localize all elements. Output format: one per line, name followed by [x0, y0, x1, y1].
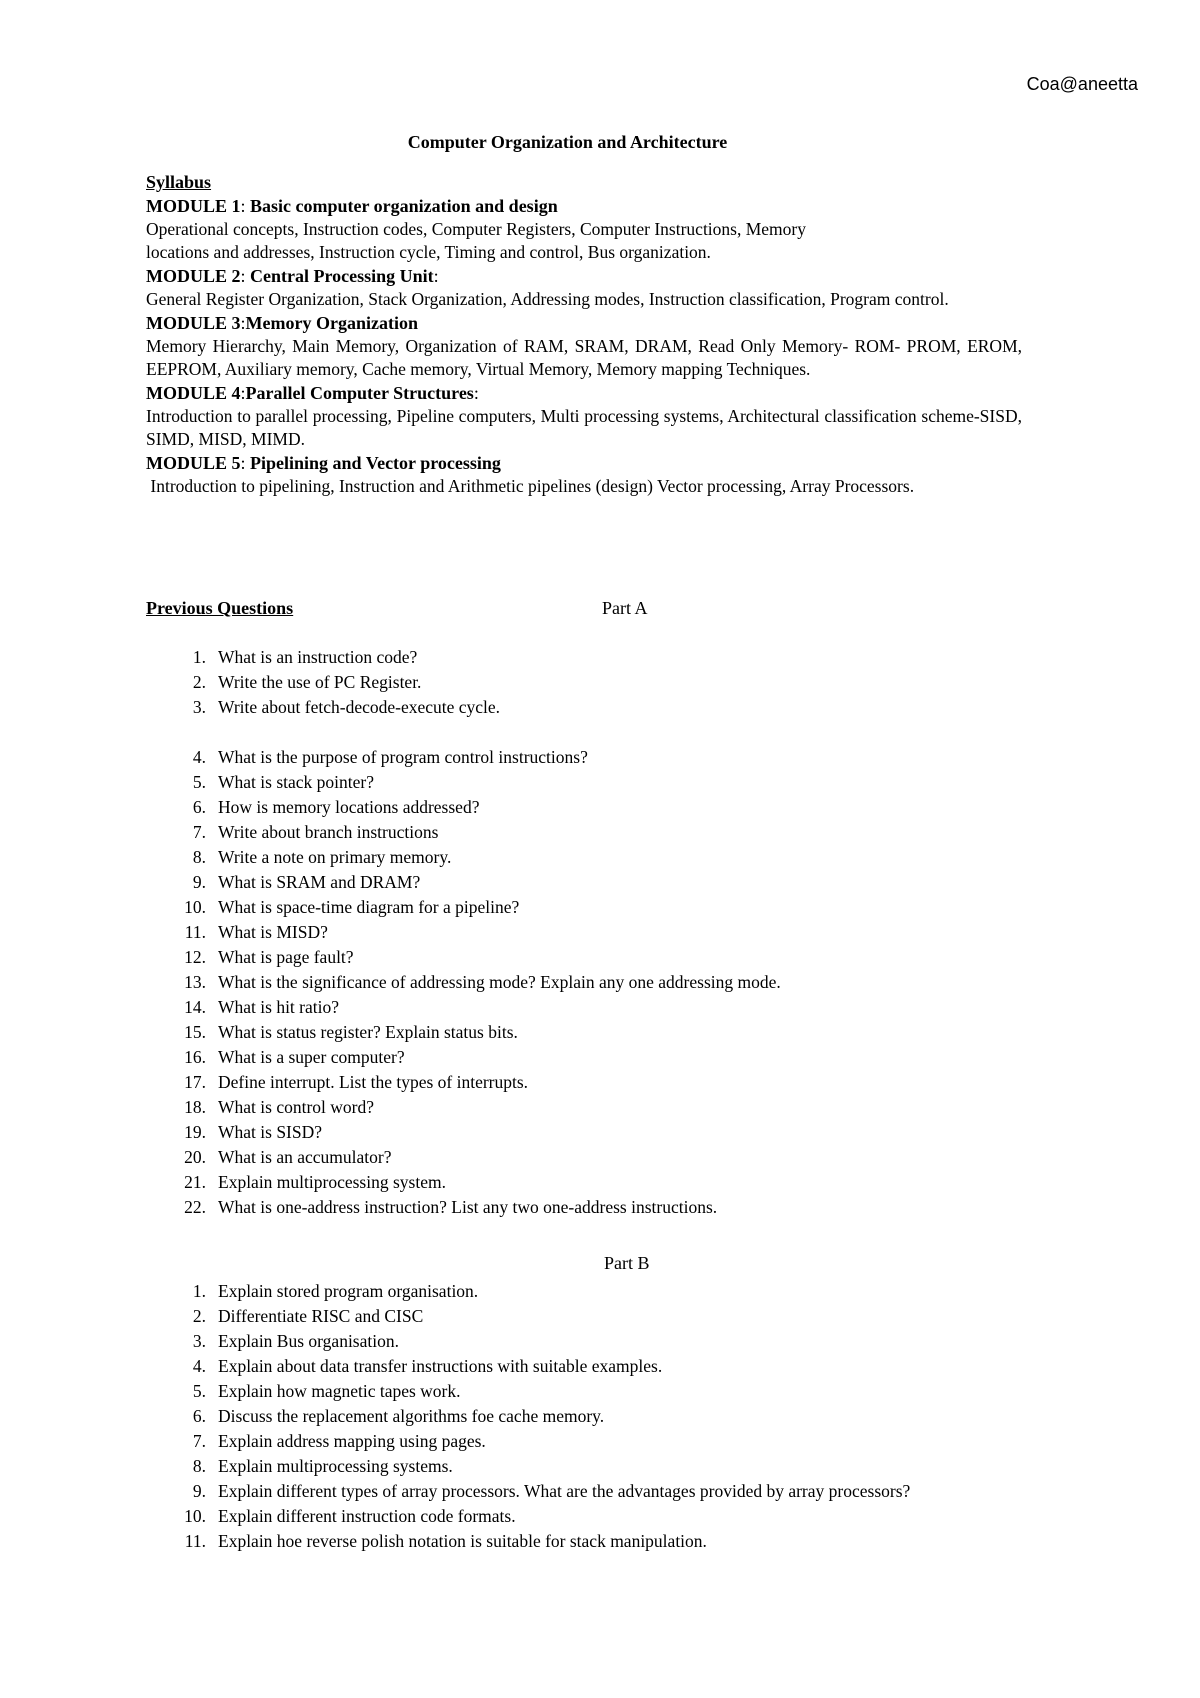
question-text: What is page fault? — [218, 947, 354, 967]
question-item — [146, 1429, 910, 1454]
module-list — [146, 194, 1027, 498]
question-item — [146, 945, 781, 970]
module-label: MODULE 4 — [146, 383, 241, 403]
module-description-line: General Register Organization, Stack Organization, Addressing modes, Instruction classification, Program control. — [146, 289, 949, 309]
module-name: Central Processing Unit — [250, 266, 434, 286]
question-item — [146, 1354, 910, 1379]
question-number: 11. — [184, 922, 206, 942]
question-item — [146, 1304, 910, 1329]
question-number: 3. — [192, 697, 206, 717]
question-text: What is an instruction code? — [218, 647, 418, 667]
question-item — [146, 970, 781, 995]
question-item — [146, 1404, 910, 1429]
question-number: 7. — [192, 822, 206, 842]
question-number: 6. — [192, 797, 206, 817]
question-text: Write about branch instructions — [218, 822, 439, 842]
module-label: MODULE 2 — [146, 266, 241, 286]
question-text: What is space-time diagram for a pipeline? — [218, 897, 520, 917]
module-separator: : — [240, 453, 251, 473]
question-number: 21. — [184, 1172, 206, 1192]
question-item — [146, 1479, 910, 1504]
module-separator: : — [240, 266, 251, 286]
question-item — [146, 1020, 781, 1045]
question-item — [146, 645, 781, 670]
part-a-label: Part A — [602, 598, 648, 618]
question-number: 13. — [184, 972, 206, 992]
question-number: 8. — [192, 847, 206, 867]
question-item — [146, 995, 781, 1020]
question-text: Explain Bus organisation. — [218, 1331, 399, 1351]
module-name: Memory Organization — [245, 313, 418, 333]
module-separator: : — [240, 313, 246, 333]
question-text: What is SISD? — [218, 1122, 323, 1142]
question-item — [146, 1045, 781, 1070]
list-spacer — [146, 720, 781, 745]
question-item — [146, 870, 781, 895]
module-suffix: : — [473, 383, 479, 403]
question-text: What is a super computer? — [218, 1047, 405, 1067]
question-item — [146, 895, 781, 920]
question-text: Discuss the replacement algorithms foe cache memory. — [218, 1406, 605, 1426]
module-1 — [146, 194, 1022, 264]
question-text: Explain multiprocessing system. — [218, 1172, 446, 1192]
module-label: MODULE 3 — [146, 313, 241, 333]
question-number: 12. — [184, 947, 206, 967]
question-item — [146, 920, 781, 945]
question-item — [146, 1120, 781, 1145]
question-number: 16. — [184, 1047, 206, 1067]
module-description: Introduction to parallel processing, Pipeline computers, Multi processing systems, Architectural classification scheme-SISD, SIMD, MISD, MIMD. — [146, 406, 1027, 449]
question-text: What is stack pointer? — [218, 772, 374, 792]
question-number: 2. — [192, 1306, 206, 1326]
question-text: What is hit ratio? — [218, 997, 340, 1017]
question-item — [146, 1279, 910, 1304]
question-number: 9. — [192, 1481, 206, 1501]
question-item — [146, 1195, 781, 1220]
question-item — [146, 1529, 910, 1554]
module-4 — [146, 381, 1027, 451]
question-item — [146, 1329, 910, 1354]
question-text: What is SRAM and DRAM? — [218, 872, 421, 892]
question-number: 17. — [184, 1072, 206, 1092]
module-suffix: : — [433, 266, 439, 286]
question-item — [146, 1504, 910, 1529]
part-b-label: Part B — [604, 1253, 650, 1273]
question-number: 9. — [192, 872, 206, 892]
question-text: Explain about data transfer instructions with suitable examples. — [218, 1356, 663, 1376]
question-text: What is the significance of addressing mode? Explain any one addressing mode. — [218, 972, 781, 992]
module-description: Memory Hierarchy, Main Memory, Organization of RAM, SRAM, DRAM, Read Only Memory- ROM- PROM, EROM, EEPROM, Auxiliary memory, Cache memory, Virtual Memory, Memory mapping Techniques. — [146, 336, 1027, 379]
question-text: Write the use of PC Register. — [218, 672, 422, 692]
question-number: 10. — [184, 897, 206, 917]
question-text: What is an accumulator? — [218, 1147, 392, 1167]
module-2 — [146, 264, 1022, 311]
question-number: 7. — [192, 1431, 206, 1451]
previous-questions-heading: Previous Questions — [146, 598, 294, 618]
question-text: Explain different instruction code formats. — [218, 1506, 516, 1526]
question-number: 14. — [184, 997, 206, 1017]
question-item — [146, 1379, 910, 1404]
module-name: Basic computer organization and design — [250, 196, 558, 216]
question-item — [146, 695, 781, 720]
question-item — [146, 1145, 781, 1170]
module-heading — [146, 451, 1022, 475]
question-text: What is control word? — [218, 1097, 374, 1117]
module-heading — [146, 194, 1022, 218]
module-description-line: locations and addresses, Instruction cycle, Timing and control, Bus organization. — [146, 242, 711, 262]
question-number: 15. — [184, 1022, 206, 1042]
question-number: 4. — [192, 747, 206, 767]
question-text: Explain how magnetic tapes work. — [218, 1381, 461, 1401]
question-item — [146, 1170, 781, 1195]
question-text: What is MISD? — [218, 922, 328, 942]
question-number: 10. — [184, 1506, 206, 1526]
question-text: Define interrupt. List the types of interrupts. — [218, 1072, 529, 1092]
module-3 — [146, 311, 1027, 381]
question-text: Explain multiprocessing systems. — [218, 1456, 453, 1476]
question-number: 1. — [192, 1281, 206, 1301]
question-number: 2. — [192, 672, 206, 692]
question-item — [146, 745, 781, 770]
question-item — [146, 820, 781, 845]
syllabus-section — [146, 170, 1027, 498]
question-text: Explain address mapping using pages. — [218, 1431, 486, 1451]
question-text: Explain different types of array processors. What are the advantages provided by array processors? — [218, 1481, 911, 1501]
question-text: What is the purpose of program control instructions? — [218, 747, 588, 767]
module-label: MODULE 5 — [146, 453, 241, 473]
question-number: 8. — [192, 1456, 206, 1476]
question-number: 22. — [184, 1197, 206, 1217]
module-description: Introduction to pipelining, Instruction and Arithmetic pipelines (design) Vector processing, Array Processors. — [146, 476, 915, 496]
part-a-question-list — [146, 645, 781, 1220]
question-text: Write a note on primary memory. — [218, 847, 452, 867]
question-number: 4. — [192, 1356, 206, 1376]
question-text: Explain hoe reverse polish notation is suitable for stack manipulation. — [218, 1531, 707, 1551]
question-item — [146, 795, 781, 820]
question-number: 19. — [184, 1122, 206, 1142]
question-text: Write about fetch-decode-execute cycle. — [218, 697, 501, 717]
module-separator: : — [240, 196, 251, 216]
question-item — [146, 845, 781, 870]
module-heading — [146, 381, 1022, 405]
question-number: 11. — [184, 1531, 206, 1551]
module-name: Pipelining and Vector processing — [250, 453, 501, 473]
question-number: 5. — [192, 772, 206, 792]
question-text: How is memory locations addressed? — [218, 797, 480, 817]
module-description-line: Operational concepts, Instruction codes, Computer Registers, Computer Instructions, Memory — [146, 219, 807, 239]
module-5 — [146, 451, 1022, 498]
question-number: 3. — [192, 1331, 206, 1351]
question-number: 6. — [192, 1406, 206, 1426]
question-item — [146, 1454, 910, 1479]
module-label: MODULE 1 — [146, 196, 241, 216]
question-item — [146, 1070, 781, 1095]
module-heading — [146, 311, 1022, 335]
question-text: What is one-address instruction? List any two one-address instructions. — [218, 1197, 718, 1217]
part-b-question-list — [146, 1279, 910, 1554]
question-text: Explain stored program organisation. — [218, 1281, 479, 1301]
question-number: 18. — [184, 1097, 206, 1117]
module-separator: : — [240, 383, 246, 403]
previous-questions-header — [146, 598, 1046, 619]
question-item — [146, 770, 781, 795]
author-tag: Coa@aneetta — [1026, 74, 1138, 94]
question-text: Differentiate RISC and CISC — [218, 1306, 424, 1326]
question-number: 5. — [192, 1381, 206, 1401]
document-title: Computer Organization and Architecture — [407, 132, 728, 152]
question-item — [146, 1095, 781, 1120]
question-number: 1. — [192, 647, 206, 667]
question-item — [146, 670, 781, 695]
syllabus-heading: Syllabus — [146, 172, 212, 192]
module-heading — [146, 264, 1022, 288]
question-number: 20. — [184, 1147, 206, 1167]
module-name: Parallel Computer Structures — [245, 383, 474, 403]
question-text: What is status register? Explain status bits. — [218, 1022, 518, 1042]
